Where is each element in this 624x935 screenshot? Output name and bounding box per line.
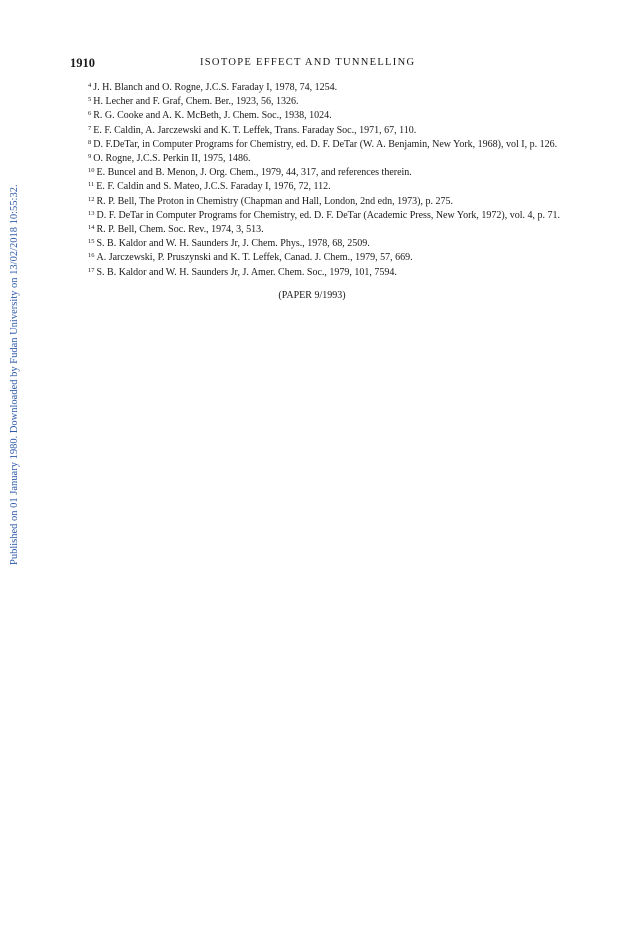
reference-item xyxy=(88,123,566,137)
reference-text: E. F. Caldin, A. Jarczewski and K. T. Leffek, Trans. Faraday Soc., 1971, 67, 110. xyxy=(93,124,417,136)
reference-text: E. F. Caldin and S. Mateo, J.C.S. Faraday I, 1976, 72, 112. xyxy=(96,181,331,193)
reference-number: 11 xyxy=(88,181,95,189)
reference-list xyxy=(88,80,566,279)
reference-number: 10 xyxy=(88,167,95,175)
publication-side-note[interactable]: Published on 01 January 1980. Downloaded by Fudan University on 13/02/2018 10:55:32. xyxy=(9,184,20,565)
reference-item xyxy=(88,265,566,279)
reference-item xyxy=(88,108,566,122)
reference-number: 5 xyxy=(88,96,92,104)
reference-item xyxy=(88,151,566,165)
reference-number: 7 xyxy=(88,124,92,132)
reference-item xyxy=(88,137,566,151)
reference-text: E. Buncel and B. Menon, J. Org. Chem., 1979, 44, 317, and references therein. xyxy=(96,167,412,179)
reference-item xyxy=(88,250,566,264)
reference-number: 12 xyxy=(88,195,95,203)
reference-number: 17 xyxy=(88,266,95,274)
reference-text: R. G. Cooke and A. K. McBeth, J. Chem. Soc., 1938, 1024. xyxy=(93,110,332,122)
reference-number: 4 xyxy=(88,82,92,89)
reference-number: 15 xyxy=(88,238,95,246)
paper-code: (PAPER 9/1993) xyxy=(278,290,346,301)
reference-number: 8 xyxy=(88,138,92,146)
reference-text: J. H. Blanch and O. Rogne, J.C.S. Faraday I, 1978, 74, 1254. xyxy=(93,82,338,93)
reference-number: 6 xyxy=(88,110,92,118)
reference-text: S. B. Kaldor and W. H. Saunders Jr, J. Amer. Chem. Soc., 1979, 101, 7594. xyxy=(96,266,397,278)
reference-text: R. P. Bell, Chem. Soc. Rev., 1974, 3, 513. xyxy=(96,224,264,236)
reference-text: A. Jarczewski, P. Pruszynski and K. T. Leffek, Canad. J. Chem., 1979, 57, 669. xyxy=(96,252,413,264)
reference-item xyxy=(88,179,566,193)
reference-number: 9 xyxy=(88,153,92,161)
reference-item xyxy=(88,80,566,94)
page-number: 1910 xyxy=(70,56,95,70)
reference-number: 14 xyxy=(88,224,95,232)
reference-text: O. Rogne, J.C.S. Perkin II, 1975, 1486. xyxy=(93,153,251,165)
reference-item xyxy=(88,208,566,222)
running-head: ISOTOPE EFFECT AND TUNNELLING xyxy=(200,57,416,68)
reference-item xyxy=(88,222,566,236)
reference-text: D. F. DeTar in Computer Programs for Chemistry, ed. D. F. DeTar (Academic Press, New York, 1972), vol. 4, p. 71. xyxy=(96,209,561,221)
reference-item xyxy=(88,236,566,250)
reference-number: 16 xyxy=(88,252,95,260)
reference-text: H. Lecher and F. Graf, Chem. Ber., 1923, 56, 1326. xyxy=(93,96,299,108)
reference-number: 13 xyxy=(88,209,95,217)
reference-item xyxy=(88,165,566,179)
reference-text: D. F.DeTar, in Computer Programs for Chemistry, ed. D. F. DeTar (W. A. Benjamin, New York, 1968), vol I, p. 126. xyxy=(93,138,558,150)
reference-text: R. P. Bell, The Proton in Chemistry (Chapman and Hall, London, 2nd edn, 1973), p. 275. xyxy=(96,195,453,207)
reference-item xyxy=(88,194,566,208)
reference-item xyxy=(88,94,566,108)
reference-text: S. B. Kaldor and W. H. Saunders Jr, J. Chem. Phys., 1978, 68, 2509. xyxy=(96,238,370,250)
